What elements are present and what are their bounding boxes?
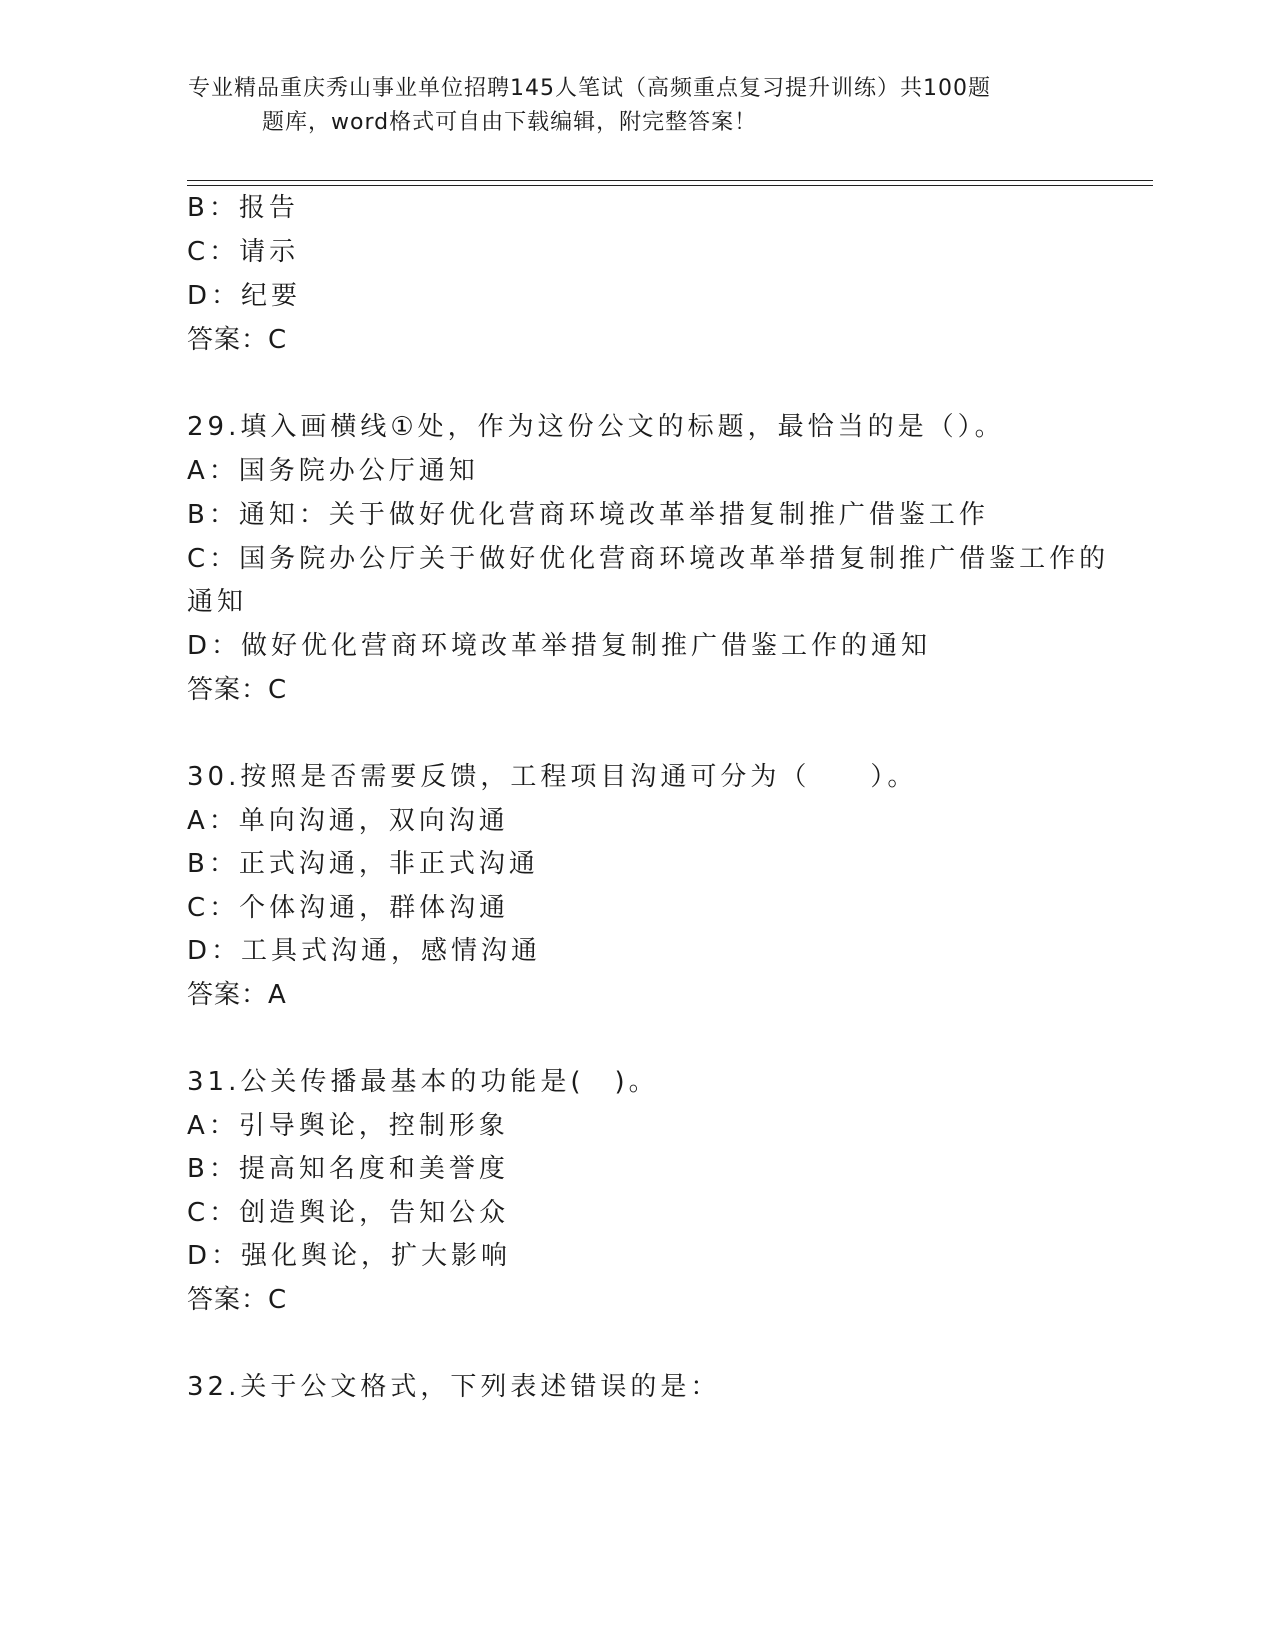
q30-option-a: A：单向沟通，双向沟通 <box>187 806 509 836</box>
q31-option-b: B：提高知名度和美誉度 <box>187 1154 509 1184</box>
question-31: 31.公关传播最基本的功能是( )。 <box>187 1067 659 1097</box>
document-header <box>188 72 1068 140</box>
question-30: 30.按照是否需要反馈，工程项目沟通可分为（ ）。 <box>187 762 918 792</box>
header-line-1: 专业精品重庆秀山事业单位招聘145人笔试（高频重点复习提升训练）共100题 <box>188 76 991 101</box>
option-d-prev: D：纪要 <box>187 281 302 311</box>
q29-option-c-continued: 通知 <box>187 587 248 617</box>
q31-option-c: C：创造舆论，告知公众 <box>187 1198 510 1228</box>
q31-option-d: D：强化舆论，扩大影响 <box>187 1241 512 1271</box>
q31-option-a: A：引导舆论，控制形象 <box>187 1111 509 1141</box>
q29-option-c: C：国务院办公厅关于做好优化营商环境改革举措复制推广借鉴工作的 <box>187 544 1110 574</box>
header-rule-bottom <box>187 185 1153 186</box>
option-b-prev: B：报告 <box>187 193 299 223</box>
option-c-prev: C：请示 <box>187 237 300 267</box>
answer-prev: 答案：C <box>187 325 288 355</box>
q29-option-b: B：通知：关于做好优化营商环境改革举措复制推广借鉴工作 <box>187 500 989 530</box>
q31-answer: 答案：C <box>187 1285 288 1315</box>
question-32: 32.关于公文格式，下列表述错误的是： <box>187 1372 721 1402</box>
header-rule-top <box>187 180 1153 181</box>
q30-answer: 答案：A <box>187 980 287 1010</box>
q30-option-c: C：个体沟通，群体沟通 <box>187 893 510 923</box>
q29-option-d: D：做好优化营商环境改革举措复制推广借鉴工作的通知 <box>187 631 932 661</box>
q30-option-d: D：工具式沟通，感情沟通 <box>187 936 542 966</box>
question-29: 29.填入画横线①处，作为这份公文的标题，最恰当的是（）。 <box>187 412 1005 442</box>
q29-answer: 答案：C <box>187 675 288 705</box>
q29-option-a: A：国务院办公厅通知 <box>187 456 479 486</box>
q30-option-b: B：正式沟通，非正式沟通 <box>187 849 539 879</box>
header-line-2: 题库，word格式可自由下载编辑，附完整答案！ <box>262 110 758 135</box>
